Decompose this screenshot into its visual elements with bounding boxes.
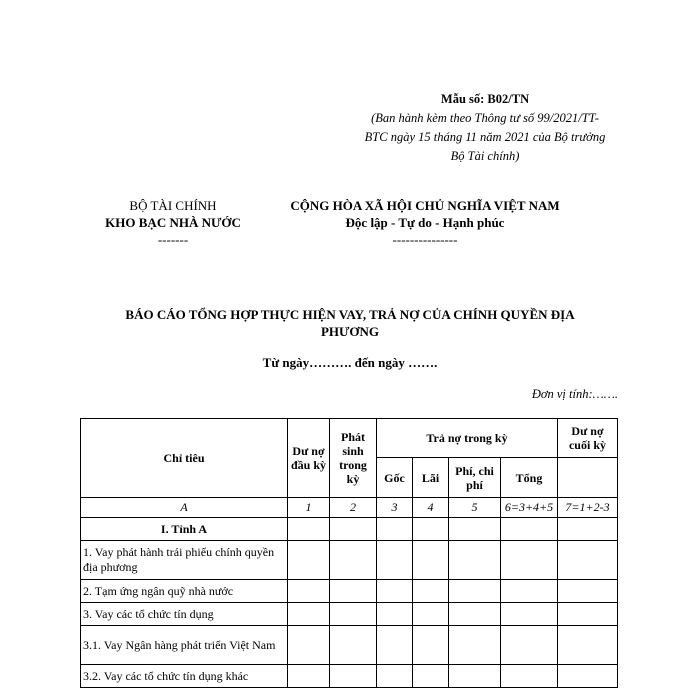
col-number: 5 [449,498,501,518]
motto-slogan: Độc lập - Tự do - Hạnh phúc [345,215,505,230]
col-number: 6=3+4+5 [501,498,558,518]
table-cell [288,541,330,580]
group-label: I. Tỉnh A [81,518,288,541]
table-cell [449,541,501,580]
motto-divider: --------------- [392,232,458,247]
row-label: 1. Vay phát hành trái phiếu chính quyền địa phương [81,541,288,580]
table-cell [558,518,618,541]
col-number: A [81,498,288,518]
table-cell [330,603,377,626]
table-cell [501,626,558,665]
table-cell [377,665,413,688]
table-cell [330,541,377,580]
header-principal: Gốc [377,458,413,498]
table-cell [288,626,330,665]
agency-divider: ------- [157,232,189,247]
table-cell [413,665,449,688]
table-cell [558,626,618,665]
table-cell [288,580,330,603]
column-number-row [81,498,618,518]
table-cell [501,580,558,603]
table-cell [288,665,330,688]
national-motto-block [270,197,580,248]
row-label: 3. Vay các tổ chức tín dụng [81,603,288,626]
report-period: Từ ngày………. đến ngày ……. [262,355,438,370]
col-number: 7=1+2-3 [558,498,618,518]
table-cell [449,665,501,688]
table-row [81,665,618,688]
table-cell [501,665,558,688]
form-code: Mẫu số: B02/TN [440,92,530,106]
header-indicator: Chỉ tiêu [81,419,288,498]
table-row [81,541,618,580]
table-cell [449,626,501,665]
header-total: Tổng [501,458,558,498]
table-cell [501,518,558,541]
header-closing-blank [558,458,618,498]
col-number: 4 [413,498,449,518]
table-cell [330,580,377,603]
agency-treasury: KHO BẠC NHÀ NƯỚC [105,215,241,230]
table-row [81,603,618,626]
header-arising: Phát sinh trong kỳ [330,419,377,498]
agency-ministry: BỘ TÀI CHÍNH [129,198,217,213]
table-cell [501,603,558,626]
table-cell [377,626,413,665]
row-label: 3.1. Vay Ngân hàng phát triển Việt Nam [81,626,288,665]
col-number: 3 [377,498,413,518]
form-note-line-2: BTC ngày 15 tháng 11 năm 2021 của Bộ trưởng [364,130,606,144]
table-cell [288,518,330,541]
table-cell [377,603,413,626]
table-row [81,580,618,603]
table-cell [501,541,558,580]
row-label: 3.2. Vay các tổ chức tín dụng khác [81,665,288,688]
unit-of-measure: Đơn vị tính:……. [531,387,618,401]
table-cell [330,518,377,541]
report-table [80,418,618,688]
table-cell [449,518,501,541]
table-cell [330,665,377,688]
table-cell [330,626,377,665]
report-title-line-1: BÁO CÁO TỔNG HỢP THỰC HIỆN VAY, TRẢ NỢ CỦA CHÍNH QUYỀN ĐỊA [125,307,575,322]
agency-block [88,197,258,248]
table-cell [558,665,618,688]
table-cell [413,626,449,665]
table-cell [377,580,413,603]
col-number: 1 [288,498,330,518]
country-name: CỘNG HÒA XÃ HỘI CHỦ NGHĨA VIỆT NAM [290,198,560,213]
table-cell [413,580,449,603]
report-title-line-2: PHƯƠNG [320,324,379,339]
table-cell [413,603,449,626]
form-note-line-1: (Ban hành kèm theo Thông tư số 99/2021/TT- [371,111,599,125]
col-number: 2 [330,498,377,518]
form-code-block [350,90,620,166]
table-cell [558,541,618,580]
table-cell [558,580,618,603]
table-cell [558,603,618,626]
header-closing-balance: Dư nợ cuối kỳ [558,419,618,458]
table-cell [449,603,501,626]
form-note-line-3: Bộ Tài chính) [450,149,520,163]
table-cell [377,541,413,580]
table-row [81,626,618,665]
header-opening-balance: Dư nợ đầu kỳ [288,419,330,498]
table-cell [449,580,501,603]
table-cell [288,603,330,626]
report-title [90,306,610,340]
header-repayment-group: Trả nợ trong kỳ [377,419,558,458]
table-cell [413,518,449,541]
header-interest: Lãi [413,458,449,498]
table-cell [377,518,413,541]
table-group-row [81,518,618,541]
header-fees: Phí, chi phí [449,458,501,498]
row-label: 2. Tạm ứng ngân quỹ nhà nước [81,580,288,603]
table-cell [413,541,449,580]
